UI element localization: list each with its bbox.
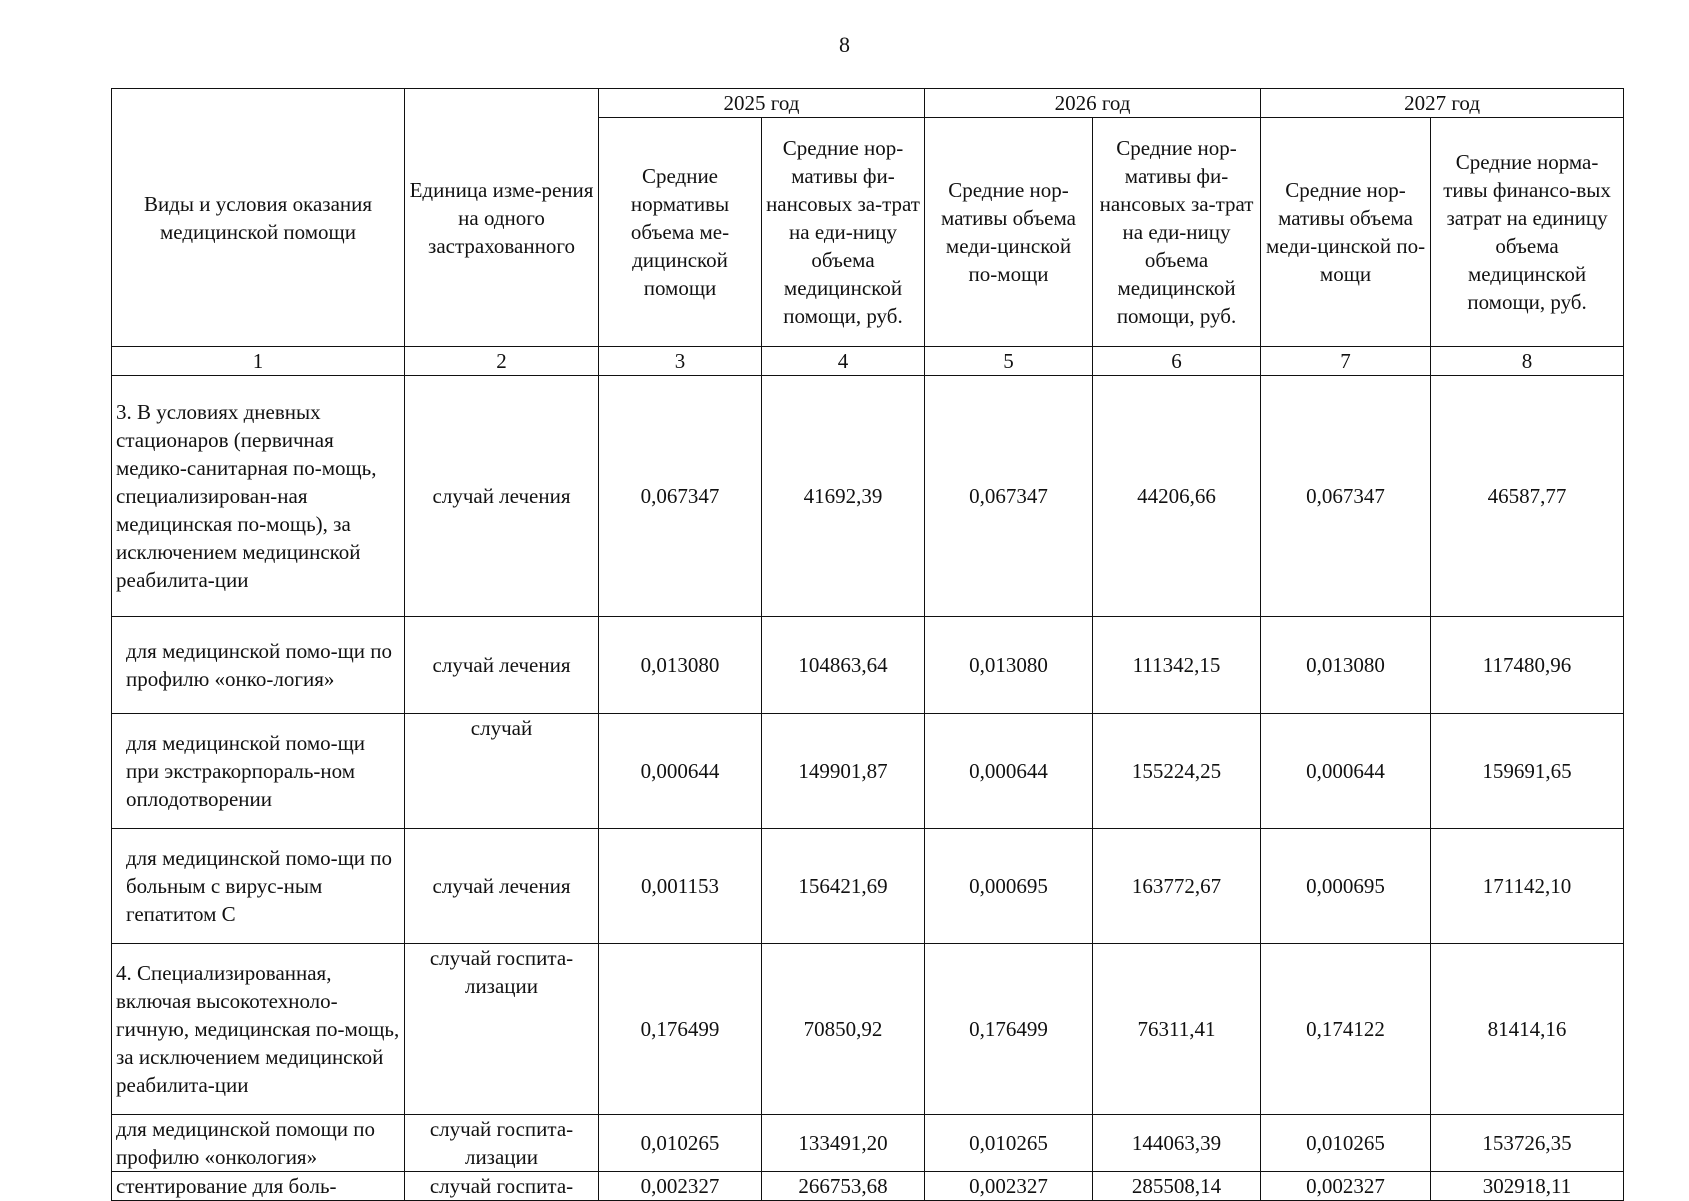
cell-value: 0,002327 bbox=[925, 1172, 1093, 1201]
cell-value: 0,013080 bbox=[1261, 617, 1431, 714]
cell-value: 0,013080 bbox=[599, 617, 762, 714]
cell-value: 111342,15 bbox=[1093, 617, 1261, 714]
cell-value: 0,013080 bbox=[925, 617, 1093, 714]
row-unit: случай bbox=[405, 714, 599, 829]
cell-value: 266753,68 bbox=[762, 1172, 925, 1201]
cell-value: 117480,96 bbox=[1431, 617, 1624, 714]
table-row bbox=[112, 944, 1624, 1115]
cell-value: 0,010265 bbox=[599, 1115, 762, 1172]
cell-value: 76311,41 bbox=[1093, 944, 1261, 1115]
cell-value: 285508,14 bbox=[1093, 1172, 1261, 1201]
cell-value: 0,174122 bbox=[1261, 944, 1431, 1115]
header-sub-volume-2026: Средние нор-мативы объема меди-цинской по-мощи bbox=[925, 118, 1093, 347]
cell-value: 41692,39 bbox=[762, 376, 925, 617]
norms-table bbox=[111, 88, 1624, 1201]
cell-value: 153726,35 bbox=[1431, 1115, 1624, 1172]
cell-value: 0,001153 bbox=[599, 829, 762, 944]
cell-value: 70850,92 bbox=[762, 944, 925, 1115]
column-numbers-row bbox=[112, 347, 1624, 376]
header-sub-cost-2027: Средние норма-тивы финансо-вых затрат на единицу объема медицинской помощи, руб. bbox=[1431, 118, 1624, 347]
table-row bbox=[112, 1172, 1624, 1201]
header-sub-volume-2025: Средние нормативы объема ме-дицинской помощи bbox=[599, 118, 762, 347]
header-year-2026: 2026 год bbox=[925, 89, 1261, 118]
cell-value: 0,000644 bbox=[1261, 714, 1431, 829]
column-number: 5 bbox=[925, 347, 1093, 376]
row-kind: стентирование для боль- bbox=[112, 1172, 405, 1201]
cell-value: 44206,66 bbox=[1093, 376, 1261, 617]
column-number: 6 bbox=[1093, 347, 1261, 376]
cell-value: 0,000644 bbox=[925, 714, 1093, 829]
cell-value: 149901,87 bbox=[762, 714, 925, 829]
cell-value: 104863,64 bbox=[762, 617, 925, 714]
header-sub-cost-2026: Средние нор-мативы фи-нансовых за-трат на еди-ницу объема медицинской помощи, руб. bbox=[1093, 118, 1261, 347]
column-number: 8 bbox=[1431, 347, 1624, 376]
column-number: 7 bbox=[1261, 347, 1431, 376]
row-unit: случай госпита- bbox=[405, 1172, 599, 1201]
header-year-2025: 2025 год bbox=[599, 89, 925, 118]
row-kind: 4. Специализированная, включая высокотехноло-гичную, медицинская по-мощь, за исключением медицинской реабилита-ции bbox=[112, 944, 405, 1115]
cell-value: 46587,77 bbox=[1431, 376, 1624, 617]
cell-value: 171142,10 bbox=[1431, 829, 1624, 944]
cell-value: 144063,39 bbox=[1093, 1115, 1261, 1172]
table-row bbox=[112, 714, 1624, 829]
cell-value: 159691,65 bbox=[1431, 714, 1624, 829]
cell-value: 81414,16 bbox=[1431, 944, 1624, 1115]
header-sub-cost-2025: Средние нор-мативы фи-нансовых за-трат на еди-ницу объема медицинской помощи, руб. bbox=[762, 118, 925, 347]
cell-value: 155224,25 bbox=[1093, 714, 1261, 829]
page-number: 8 bbox=[839, 32, 850, 57]
cell-value: 0,000695 bbox=[1261, 829, 1431, 944]
column-number: 4 bbox=[762, 347, 925, 376]
row-kind: для медицинской помо-щи по профилю «онко-логия» bbox=[112, 617, 405, 714]
column-number: 3 bbox=[599, 347, 762, 376]
table-row bbox=[112, 829, 1624, 944]
cell-value: 0,067347 bbox=[1261, 376, 1431, 617]
row-kind: для медицинской помо-щи при экстракорпораль-ном оплодотворении bbox=[112, 714, 405, 829]
column-number: 1 bbox=[112, 347, 405, 376]
cell-value: 0,010265 bbox=[925, 1115, 1093, 1172]
header-sub-volume-2027: Средние нор-мативы объема меди-цинской по-мощи bbox=[1261, 118, 1431, 347]
header-kind: Виды и условия оказания медицинской помощи bbox=[112, 89, 405, 347]
row-unit: случай госпита-лизации bbox=[405, 944, 599, 1115]
table-row bbox=[112, 1115, 1624, 1172]
cell-value: 163772,67 bbox=[1093, 829, 1261, 944]
row-kind: для медицинской помощи по профилю «онкология» bbox=[112, 1115, 405, 1172]
table-row bbox=[112, 617, 1624, 714]
row-unit: случай госпита-лизации bbox=[405, 1115, 599, 1172]
cell-value: 0,176499 bbox=[599, 944, 762, 1115]
row-unit: случай лечения bbox=[405, 829, 599, 944]
cell-value: 302918,11 bbox=[1431, 1172, 1624, 1201]
cell-value: 0,000644 bbox=[599, 714, 762, 829]
cell-value: 0,000695 bbox=[925, 829, 1093, 944]
cell-value: 156421,69 bbox=[762, 829, 925, 944]
row-unit: случай лечения bbox=[405, 376, 599, 617]
cell-value: 0,176499 bbox=[925, 944, 1093, 1115]
table-row bbox=[112, 376, 1624, 617]
row-kind: для медицинской помо-щи по больным с вирус-ным гепатитом С bbox=[112, 829, 405, 944]
cell-value: 0,067347 bbox=[599, 376, 762, 617]
header-row-years bbox=[112, 89, 1624, 118]
header-unit: Единица изме-рения на одного застрахованного bbox=[405, 89, 599, 347]
header-year-2027: 2027 год bbox=[1261, 89, 1624, 118]
row-kind: 3. В условиях дневных стационаров (первичная медико-санитарная по-мощь, специализирован-ная медицинская по-мощь), за исключением медицинской реабилита-ции bbox=[112, 376, 405, 617]
cell-value: 133491,20 bbox=[762, 1115, 925, 1172]
cell-value: 0,067347 bbox=[925, 376, 1093, 617]
cell-value: 0,002327 bbox=[1261, 1172, 1431, 1201]
row-unit: случай лечения bbox=[405, 617, 599, 714]
column-number: 2 bbox=[405, 347, 599, 376]
cell-value: 0,002327 bbox=[599, 1172, 762, 1201]
cell-value: 0,010265 bbox=[1261, 1115, 1431, 1172]
